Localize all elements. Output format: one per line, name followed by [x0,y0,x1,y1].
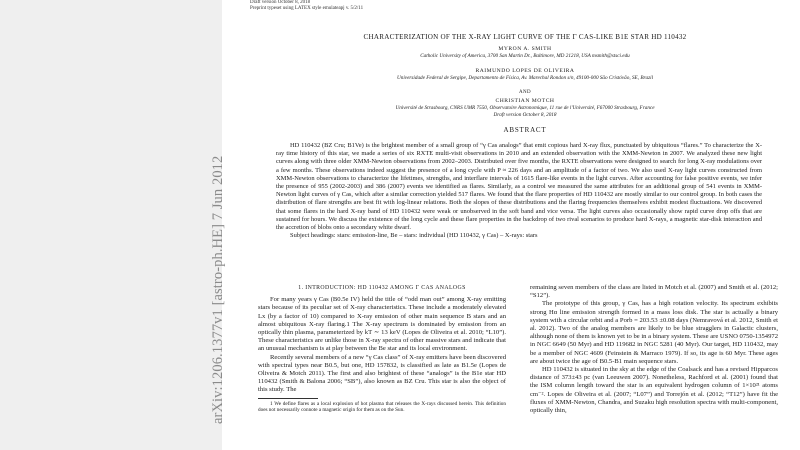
intro-paragraph-2: Recently several members of a new “γ Cas class” of X-ray emitters have been discovered with spectral types near B0.5, but one, HD 157832, is classified as late as B1.5e (Lopes de Oliveira & Motch 2011). The first and also brightest of these “analogs” is the B1e star HD 110432 (Smith & Balona 2006; “SB”), also known as BZ Cru. This star is also the object of this study. The [258,353,506,394]
left-column [258,284,506,413]
footnote-rule [258,398,318,399]
arxiv-stamp: arXiv:1206.1377v1 [astro-ph.HE] 7 Jun 2012 [210,155,226,424]
right-paragraph-1: remaining seven members of the class are listed in Motch et al. (2007) and Smith et al. (2012; “S12”). [530,284,778,300]
author-2-affiliation: Universidade Federal de Sergipe, Departamento de Física, Av. Marechal Rondon s/n, 49100-000 São Cristóvão, SE, Brazil [396,75,654,81]
footnote-1: 1 We define flares as a local explosion of hot plasma that releases the X-rays discussed herein. This definition does not necessarily connote a magnetic origin for them as on the Sun. [258,400,506,413]
right-column [530,284,778,415]
section-1-heading: 1. INTRODUCTION: HD 110432 AMONG Γ CAS ANALOGS [298,285,466,291]
right-paragraph-3: HD 110432 is situated in the sky at the edge of the Coalsack and has a revised Hipparcos distance of 373±43 pc (van Leeuwen 2007). Nonetheless, Rachford et al. (2001) found that the ISM column length toward the star is an equivalent hydrogen column of 1×10²¹ atoms cm⁻². Lopes de Oliveira et al. (2007; “L07”) and Torrejón et al. (2012; “T12”) have fit the fluxes of XMM-Newton, Chandra, and Suzaku high resolution spectra with multi-component, optically thin, [530,366,778,415]
abstract-body [276,142,762,240]
abstract-text: HD 110432 (BZ Cru; B1Ve) is the brightest member of a small group of “γ Cas analogs” that emit copious hard X-ray flux, punctuated by ubiquitous “flares.” To characterize the X-ray time history of this star, we made a series of six RXTE multi-visit observations in 2010 and an extended observation with the XMM-Newton in 2007. We analyzed these new light curves along with three older XMM-Newton observations from 2002–2003. Distributed over five months, the RXTE observations were designed to search for long X-ray modulations over a few months. These observations indeed suggest the presence of a long cycle with P ≈ 226 days and an amplitude of a factor of two. We also used X-ray light curves constructed from XMM-Newton observations to characterize the lifetimes, strengths, and interflare intervals of 1615 flare-like events in the light curves. After accounting for false positive events, we infer the presence of 955 (2002-2003) and 386 (2007) events we identified as flares. Similarly, as a control we measured the same attributes for an additional group of 541 events in XMM-Newton light curves of γ Cas, which after a similar correction yielded 517 flares. We found that the flare properties of HD 110432 are mostly similar to our control group. In both cases the distribution of flare strengths are best fit with log-linear relations. Both the slopes of these distributions and the flaring frequencies themselves exhibit modest fluctuations. We discovered that some flares in the hard X-ray band of HD 110432 were weak or unobserved in the soft band and vice versa. The light curves also occasionally show rapid curve drop offs that are sustained for hours. We discuss the existence of the long cycle and these flare properties in the backdrop of two rival scenarios to produce hard X-rays, a magnetic star-disk interaction and the accretion of blobs onto a secondary white dwarf. [276,142,762,231]
draft-date: Draft version October 8, 2018 [493,112,557,118]
right-paragraph-2: The prototype of this group, γ Cas, has a high rotation velocity. Its spectrum exhibits strong Hα line emission strength formed in a mass loss disk. The star is actually a binary system with a circular orbit and a Porb = 203.53 ±0.08 days (Nemravová et al. 2012, Smith et al. 2012). Two of the analog members are likely to be blue stragglers in Galactic clusters, although none of them is known yet to be in a binary system. These are USNO 0750-1354972 in NGC 6649 (50 Myr) and HD 119682 in NGC 5281 (40 Myr). Our target, HD 110432, may be a member of NGC 4609 (Feinstein & Marraco 1979). If so, its age is 60 Myr. These ages are about twice the age of B0.5-B1 main sequence stars. [530,300,778,365]
draft-header: Draft version October 8, 2018 [250,0,311,5]
author-1-name: MYRON A. SMITH [498,46,552,52]
abstract-heading: ABSTRACT [503,126,547,134]
paper-title: CHARACTERIZATION OF THE X-RAY LIGHT CURVE OF THE Γ CAS-LIKE B1E STAR HD 110432 [363,33,687,41]
and-separator: AND [518,90,532,95]
author-3-name: CHRISTIAN MOTCH [495,98,555,104]
author-2-name: RAIMUNDO LOPES DE OLIVEIRA [475,68,575,74]
author-3-affiliation: Université de Strasbourg, CNRS UMR 7550, Observatoire Astronomique, 11 rue de l'Université, F67000 Strasbourg, France [395,105,655,111]
intro-paragraph-1: For many years γ Cas (B0.5e IV) held the title of “odd man out” among X-ray emitting stars because of its peculiar set of X-ray characteristics. These include a moderately elevated Lx (by a factor of 10) compared to X-ray emission of other main sequence B stars and an almost ubiquitous X-ray flaring.1 The X-ray spectrum is dominated by emission from an optically thin plasma, parameterized by kT ∼ 13 keV (Lopes de Oliveira et al. 2010; “L10”). These characteristics are unlike those in X-ray spectra of other massive stars and indicate that an unusual mechanism is at play between the Be star and its local environment. [258,296,506,353]
author-1-affiliation: Catholic University of America, 3700 San Martin Dr., Baltimore, MD 21218, USA msmith@stsci.edu [420,53,630,59]
preprint-header: Preprint typeset using LATEX style emulateapj v. 5/2/11 [250,6,364,11]
subject-headings: Subject headings: stars: emission-line, Be – stars: individual (HD 110432, γ Cas) – X-rays: stars [290,232,538,240]
